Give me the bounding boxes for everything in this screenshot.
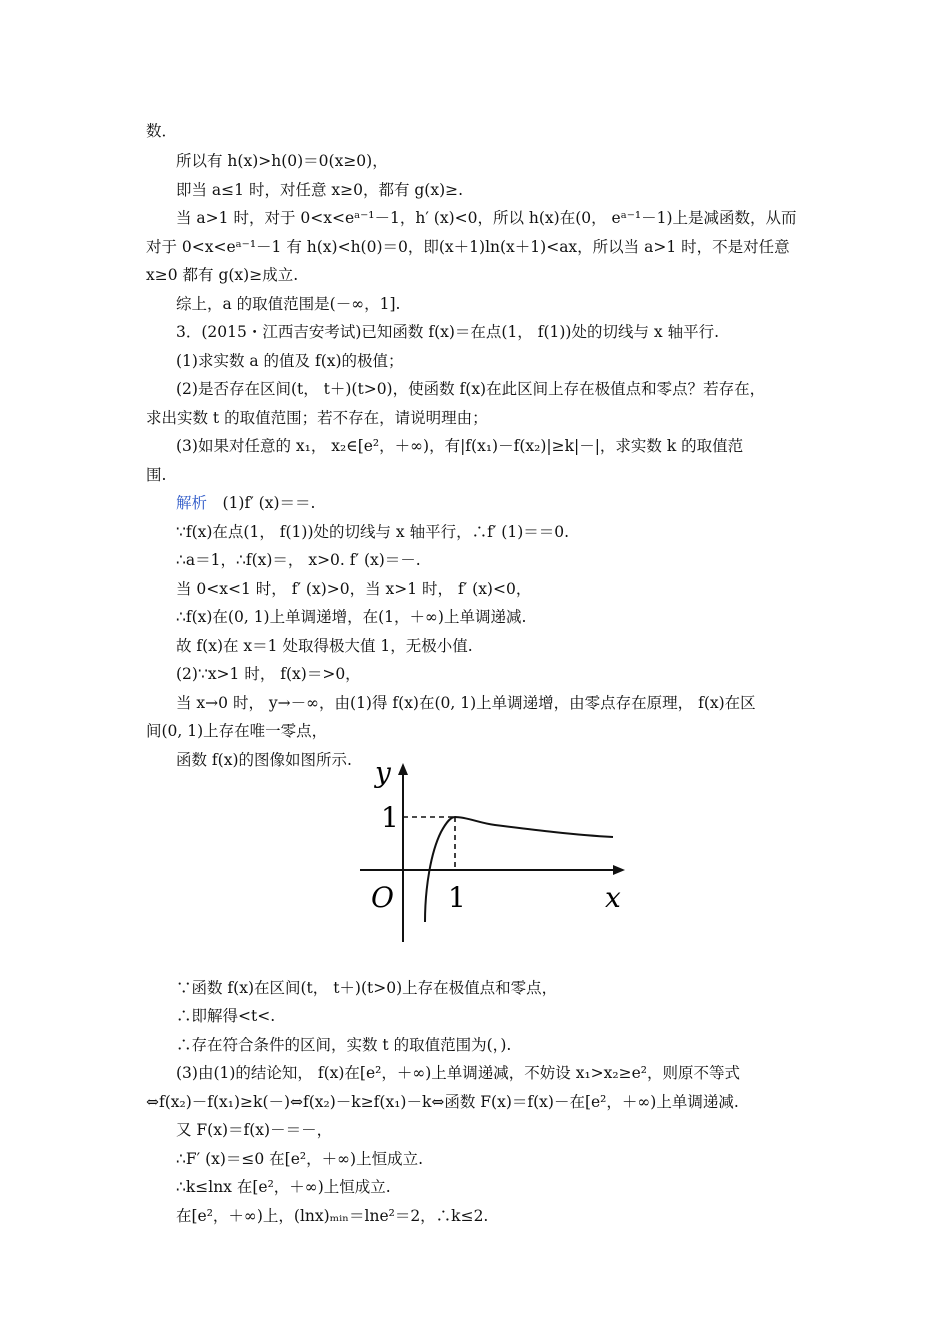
text-line-content: 所以有 h(x)>h(0)＝0(x≥0)， — [176, 152, 388, 170]
text-line-content: 函数 f(x)的图像如图所示. — [176, 751, 352, 769]
text-line-content: (3)如果对任意的 x₁， x₂∈[e²，＋∞)，有|f(x₁)－f(x₂)|≥k|－|，求实数 k 的取值范 — [176, 437, 744, 455]
solution-label: 解析 — [176, 494, 208, 512]
text-line-content: 故 f(x)在 x＝1 处取得极大值 1，无极小值. — [176, 637, 473, 655]
text-line — [176, 378, 846, 400]
text-line-content: x≥0 都有 g(x)≥成立. — [146, 266, 299, 284]
function-graph-figure — [355, 757, 630, 947]
text-line — [176, 1005, 846, 1027]
text-line — [176, 293, 846, 315]
text-line-content: (1)f′ (x)＝＝. — [222, 494, 316, 512]
y-axis-arrow — [398, 763, 408, 775]
text-line — [176, 321, 846, 343]
text-line-content: ∴k≤lnx 在[e²，＋∞)上恒成立. — [176, 1178, 391, 1196]
text-line-content: (2)是否存在区间(t， t＋)(t>0)，使函数 f(x)在此区间上存在极值点和零点？若存在， — [176, 380, 766, 398]
text-line-content: 当 x→0 时， y→－∞，由(1)得 f(x)在(0, 1)上单调递增，由零点存在原理， f(x)在区 — [176, 694, 756, 712]
text-line — [146, 236, 816, 258]
text-line — [176, 1176, 846, 1198]
text-line-content: 又 F(x)＝f(x)－＝－， — [176, 1121, 333, 1139]
x-axis-label: x — [605, 881, 621, 914]
origin-label: O — [371, 881, 394, 914]
text-line — [146, 120, 816, 142]
text-line — [146, 1091, 816, 1113]
text-line-content: 求出实数 t 的取值范围；若不存在，请说明理由； — [146, 409, 488, 427]
text-line — [146, 464, 816, 486]
text-line-content: ⇔f(x₂)－f(x₁)≥k(－)⇔f(x₂)－k≥f(x₁)－k⇔函数 F(x)＝f(x)－在[e²，＋∞)上单调递减. — [146, 1093, 739, 1111]
text-line — [176, 663, 846, 685]
text-line-content: ∴存在符合条件的区间，实数 t 的取值范围为(，). — [176, 1036, 512, 1054]
text-line — [176, 492, 846, 514]
text-line-content: 数． — [146, 122, 178, 140]
text-line — [146, 720, 816, 742]
text-line — [176, 521, 846, 543]
text-line — [176, 549, 846, 571]
text-line — [176, 692, 846, 714]
y-tick-label: 1 — [381, 801, 399, 834]
function-graph — [355, 757, 630, 947]
text-line-content: 围. — [146, 466, 167, 484]
text-line — [176, 977, 846, 999]
text-line-content: 当 a>1 时，对于 0<x<eᵃ⁻¹－1，h′ (x)<0，所以 h(x)在(0， eᵃ⁻¹－1)上是减函数，从而 — [176, 209, 797, 227]
text-line-content: (2)∵x>1 时， f(x)＝>0， — [176, 665, 361, 683]
text-line-content: ∴F′ (x)＝≤0 在[e²，＋∞)上恒成立. — [176, 1150, 423, 1168]
y-axis-label: y — [375, 757, 391, 789]
text-line — [176, 1205, 846, 1227]
text-line-content: 在[e²，＋∞)上，(lnx)ₘᵢₙ＝lne²＝2，∴k≤2. — [176, 1207, 489, 1225]
text-line — [176, 435, 846, 457]
text-line — [176, 635, 846, 657]
text-line-content: 对于 0<x<eᵃ⁻¹－1 有 h(x)<h(0)＝0，即(x＋1)ln(x＋1)<ax，所以当 a>1 时，不是对任意 — [146, 238, 790, 256]
x-axis-arrow — [613, 865, 625, 875]
x-tick-label: 1 — [448, 881, 466, 914]
text-line — [146, 407, 816, 429]
text-line — [176, 207, 846, 229]
text-line — [176, 606, 846, 628]
text-line — [176, 1062, 846, 1084]
text-line-content: ∵函数 f(x)在区间(t， t＋)(t>0)上存在极值点和零点， — [176, 979, 558, 997]
text-line-content: (1)求实数 a 的值及 f(x)的极值； — [176, 352, 404, 370]
text-line — [176, 150, 846, 172]
text-line-content: 综上，a 的取值范围是(－∞，1]. — [176, 295, 401, 313]
text-line — [176, 350, 846, 372]
text-line-content: ∴即解得<t<. — [176, 1007, 276, 1025]
text-line — [176, 1148, 846, 1170]
text-line-content: ∴a＝1，∴f(x)＝， x>0. f′ (x)＝－. — [176, 551, 421, 569]
text-line-content: 当 0<x<1 时， f′ (x)>0，当 x>1 时， f′ (x)<0， — [176, 580, 532, 598]
text-line — [176, 1034, 846, 1056]
text-line-content: ∵f(x)在点(1， f(1))处的切线与 x 轴平行，∴f′ (1)＝＝0. — [176, 523, 570, 541]
text-line — [146, 264, 816, 286]
text-line-content: (3)由(1)的结论知， f(x)在[e²，＋∞)上单调递减，不妨设 x₁>x₂≥e²，则原不等式 — [176, 1064, 741, 1082]
text-line-content: 即当 a≤1 时，对任意 x≥0，都有 g(x)≥. — [176, 181, 464, 199]
text-line — [176, 578, 846, 600]
text-line — [176, 179, 846, 201]
text-line — [176, 1119, 846, 1141]
text-line-content: 3．(2015・江西吉安考试)已知函数 f(x)＝在点(1， f(1))处的切线与 x 轴平行. — [176, 323, 720, 341]
text-line-content: ∴f(x)在(0, 1)上单调递增，在(1，＋∞)上单调递减. — [176, 608, 527, 626]
text-line-content: 间(0, 1)上存在唯一零点， — [146, 722, 328, 740]
